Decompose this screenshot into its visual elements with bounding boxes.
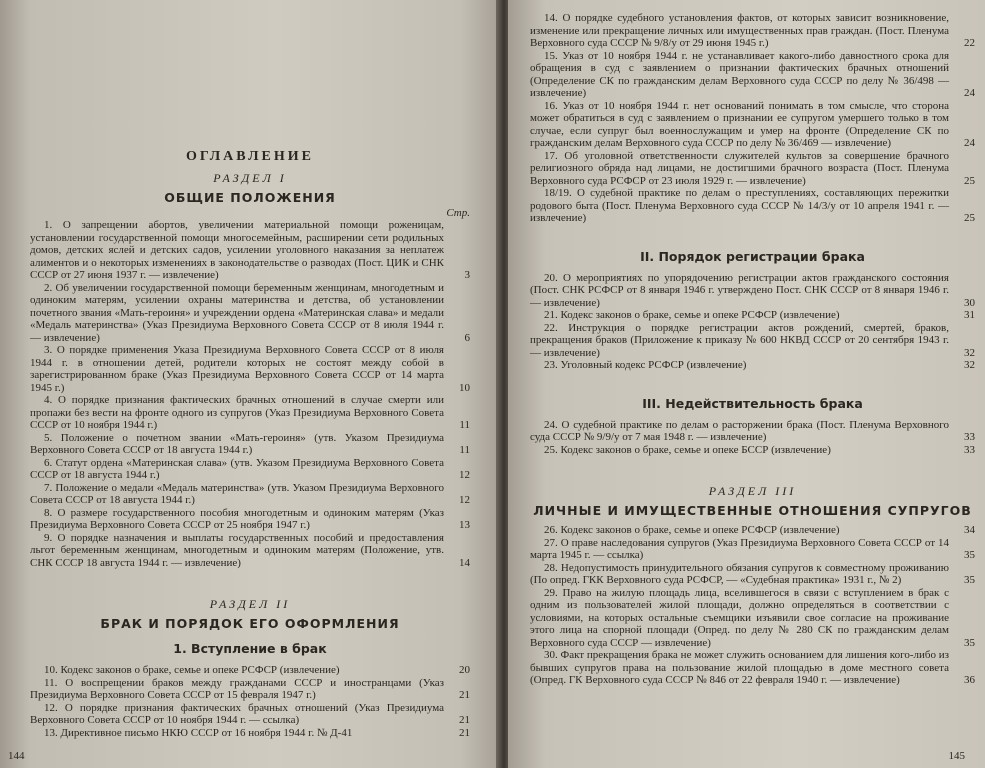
section-1-label: РАЗДЕЛ I — [213, 171, 287, 185]
right-page-number: 145 — [948, 750, 965, 762]
toc-entry-text: 1. О запрещении абортов, увеличении материальной помощи роженицам, установлении государственной помощи многосемейным, расширении сети родильных домов, детских яслей и детских садов, усилении уголовного наказания за неплатеж алиментов и о некоторых изменениях в законодательстве о разводах (Пост. ЦИК и СНК СССР от 27 июня 1937 г. — извлечение) — [30, 219, 444, 281]
section-3-entries — [530, 524, 975, 687]
subsection-2-3-heading: III. Недействительность брака — [642, 395, 863, 411]
toc-entry-text: 7. Положение о медали «Медаль материнства» (утв. Указом Президиума Верховного Совета СССР от 18 августа 1944 г.) — [30, 481, 444, 506]
invalidity-entries — [530, 419, 975, 457]
toc-entry-page: 32 — [964, 359, 975, 371]
toc-entry — [530, 587, 975, 650]
toc-entry-page: 31 — [964, 309, 975, 321]
toc-entry-page: 32 — [964, 346, 975, 359]
toc-entry-text: 12. О порядке признания фактических брачных отношений (Указ Президиума Верховного Совета СССР от 10 ноября 1944 г. — ссылка) — [30, 701, 444, 726]
toc-entry-text: 10. Кодекс законов о браке, семье и опеке РСФСР (извлечение) — [44, 664, 340, 676]
toc-entry-page: 35 — [964, 636, 975, 649]
left-page-number: 144 — [8, 750, 25, 762]
toc-entry — [30, 664, 470, 677]
toc-entry-page: 36 — [964, 674, 975, 686]
toc-entry-text: 21. Кодекс законов о браке, семье и опеке РСФСР (извлечение) — [544, 309, 840, 321]
toc-entry-text: 8. О размере государственного пособия многодетным и одиноким матерям (Указ Президиума Верховного Совета СССР от 25 ноября 1947 г.) — [30, 506, 444, 531]
toc-entry — [30, 727, 470, 740]
toc-entry-page: 6 — [464, 331, 470, 344]
toc-entry-page: 11 — [459, 444, 470, 456]
section-2-label: РАЗДЕЛ II — [209, 597, 291, 611]
toc-entry-page: 21 — [459, 714, 470, 726]
toc-entry-page: 20 — [459, 664, 470, 676]
section-2-heading: БРАК И ПОРЯДОК ЕГО ОФОРМЛЕНИЯ — [100, 616, 400, 631]
toc-entry — [30, 344, 470, 394]
toc-entry — [30, 532, 470, 570]
toc-entry-text: 16. Указ от 10 ноября 1944 г. нет оснований понимать в том смысле, что сторона может обратиться в суд с заявлением о признании ее супругом умершего только в том случае, если супруг был военнослужащим и умер на фронте (Определение СК по гражданским делам Верховного суда СССР по делу № 36/469 — извлечение) — [530, 99, 949, 149]
toc-entry-text: 25. Кодекс законов о браке, семье и опеке БССР (извлечение) — [544, 443, 831, 456]
toc-entry-page: 22 — [964, 37, 975, 49]
toc-entry — [30, 677, 470, 702]
toc-entry-page: 11 — [459, 419, 470, 431]
page-column-label: Стр. — [446, 207, 470, 219]
toc-entry-text: 27. О праве наследования супругов (Указ Президиума Верховного Совета СССР от 14 марта 1945 г. — ссылка) — [530, 536, 949, 561]
toc-entry — [530, 50, 975, 100]
toc-entry-text: 9. О порядке назначения и выплаты государственных пособий и предоставления льгот беременным женщинам, многодетным и одиноким матерям (Положение, утв. СНК СССР 18 августа 1944 г. — извлечение) — [30, 531, 444, 569]
toc-entry-text: 2. Об увеличении государственной помощи беременным женщинам, многодетным и одиноким матерям, усилении охраны материнства и детства, об установлении почетного звания «Мать-героиня» и учреждении ордена «Материнская слава» и медали «Медаль материнства» (Указ Президиума Верховного Совета СССР от 8 июля 1944 г. — извлечение) — [30, 281, 444, 344]
toc-entry-text: 11. О воспрещении браков между гражданами СССР и иностранцами (Указ Президиума Верховного Совета СССР от 15 февраля 1947 г.) — [30, 676, 444, 701]
toc-entry-page: 34 — [964, 524, 975, 536]
toc-entry — [530, 359, 975, 372]
toc-entry — [530, 649, 975, 687]
toc-entry-page: 14 — [459, 556, 470, 569]
toc-entry-page: 12 — [459, 494, 470, 506]
toc-entry — [30, 507, 470, 532]
toc-entry — [530, 524, 975, 537]
toc-entry-page: 35 — [964, 549, 975, 561]
toc-entry-text: 22. Инструкция о порядке регистрации актов рождений, смертей, браков, прекращения браков (Приложение к приказу № 600 НКВД СССР от 20 сентября 1943 г. — извлечение) — [530, 321, 949, 359]
toc-entry-text: 18/19. О судебной практике по делам о преступлениях, составляющих пережитки родового быта (Пост. Пленума Верховного суда СССР № 14/3/у от 10 апреля 1941 г. — извлечение) — [530, 187, 949, 224]
toc-entry-text: 15. Указ от 10 ноября 1944 г. не устанавливает какого-либо давностного срока для обращения в суд с заявлением о признании фактических брачных отношений (Определение СК по гражданским делам Верховного суда СССР по делу № 36/498 — извлечение) — [530, 49, 949, 99]
toc-entry-text: 24. О судебной практике по делам о расторжении брака (Пост. Пленума Верховного суда СССР № 9/9/у от 7 мая 1948 г. — извлечение) — [530, 418, 949, 443]
toc-entry-page: 21 — [459, 726, 470, 739]
toc-entry — [530, 537, 975, 562]
toc-entry — [530, 562, 975, 587]
toc-entry-text: 30. Факт прекращения брака не может служить основанием для лишения кого-либо из бывших супругов права на пользование жилой площадью в доме местного совета (Опред. ГК Верховного суда СССР № 846 от 22 февраля 1940 г. — извлечение) — [530, 649, 949, 686]
toc-entry — [30, 394, 470, 432]
section-3-heading: ЛИЧНЫЕ И ИМУЩЕСТВЕННЫЕ ОТНОШЕНИЯ СУПРУГОВ — [533, 503, 972, 518]
toc-entry-text: 20. О мероприятиях по упорядочению регистрации актов гражданского состояния (Пост. СНК РСФСР от 8 января 1946 г. утверждено Пост. СНК СССР от 8 января 1946 г. — извлечение) — [530, 271, 949, 309]
toc-entry — [30, 702, 470, 727]
toc-entry — [530, 322, 975, 360]
toc-entry-page: 33 — [964, 431, 975, 443]
toc-entry-text: 28. Недопустимость принудительного обязания супругов к совместному проживанию (По опред. ГКК Верховного суда РСФСР, — «Судебная практика» 1931 г., № 2) — [530, 561, 949, 586]
toc-entry-page: 25 — [964, 212, 975, 224]
section-2-entries — [30, 664, 470, 739]
toc-entry — [30, 219, 470, 282]
toc-title: ОГЛАВЛЕНИЕ — [186, 149, 314, 164]
toc-entry — [530, 12, 975, 50]
toc-entry-page: 35 — [964, 574, 975, 586]
toc-entry-text: 23. Уголовный кодекс РСФСР (извлечение) — [544, 359, 747, 371]
toc-entry — [530, 419, 975, 444]
toc-entry — [530, 100, 975, 150]
registration-entries — [530, 272, 975, 372]
toc-entry-page: 24 — [964, 137, 975, 149]
toc-entry — [30, 432, 470, 457]
toc-entry-page: 33 — [964, 443, 975, 456]
toc-entry — [530, 150, 975, 188]
toc-entry-text: 17. Об уголовной ответственности служителей культов за совершение брачного религиозного обряда над лицами, не достигшими брачного возраста (Пост. Пленума Верховного суда РСФСР от 23 июля 1929 г. — извлечение) — [530, 149, 949, 187]
toc-entry-text: 5. Положение о почетном звании «Мать-героиня» (утв. Указом Президиума Верховного Совета СССР от 18 августа 1944 г.) — [30, 431, 444, 456]
toc-entry — [530, 187, 975, 225]
subsection-2-2-heading: II. Порядок регистрации брака — [640, 248, 865, 264]
toc-entry-text: 6. Статут ордена «Материнская слава» (утв. Указом Президиума Верховного Совета СССР от 18 августа 1944 г.) — [30, 456, 444, 481]
toc-entry-page: 25 — [964, 174, 975, 187]
section-2-entries-continued — [530, 12, 975, 225]
right-page — [508, 0, 985, 768]
toc-entry-page: 30 — [964, 296, 975, 309]
toc-entry — [530, 309, 975, 322]
toc-entry-text: 14. О порядке судебного установления фактов, от которых зависит возникновение, изменение или прекращение личных или имущественных прав граждан. (Пост. Пленума Верховного суда СССР № 9/8/у от 29 июня 1945 г.) — [530, 12, 949, 49]
toc-entry-page: 12 — [459, 469, 470, 481]
subsection-2-1-heading: 1. Вступление в брак — [173, 641, 327, 656]
toc-entry — [530, 272, 975, 310]
toc-entry-page: 13 — [459, 519, 470, 531]
toc-entry-text: 3. О порядке применения Указа Президиума Верховного Совета СССР от 8 июля 1944 г. в отношении детей, родители которых не состоят между собой в зарегистрированном браке (Указ Президиума Верховного Совета СССР от 14 марта 1945 г.) — [30, 344, 444, 394]
toc-entry — [30, 457, 470, 482]
toc-entry-text: 4. О порядке признания фактических брачных отношений в случае смерти или пропажи без вести на фронте одного из супругов (Указ Президиума Верховного Совета СССР от 10 ноября 1944 г.) — [30, 394, 444, 431]
toc-entry — [30, 282, 470, 345]
section-3-label: РАЗДЕЛ III — [708, 484, 797, 498]
toc-entry — [530, 444, 975, 457]
section-1-heading: ОБЩИЕ ПОЛОЖЕНИЯ — [164, 190, 336, 205]
toc-entry-text: 26. Кодекс законов о браке, семье и опеке РСФСР (извлечение) — [544, 524, 840, 536]
toc-entry-page: 10 — [459, 381, 470, 394]
toc-entry — [30, 482, 470, 507]
section-1-entries — [30, 219, 470, 569]
toc-entry-page: 21 — [459, 689, 470, 701]
toc-entry-text: 29. Право на жилую площадь лица, вселившегося в связи с вступлением в брак с одним из пользователей жилой площади, должно определяться в соответствии с условиями, на которых остальные съемщики изъявили свое согласие на проживание этого лица на спорной площади (Опред. по делу № 280 СК по гражданским делам Верховного суда СССР — извлечение) — [530, 586, 949, 649]
toc-entry-page: 3 — [464, 269, 470, 281]
toc-entry-text: 13. Директивное письмо НКЮ СССР от 16 ноября 1944 г. № Д-41 — [44, 726, 353, 739]
toc-entry-page: 24 — [964, 87, 975, 99]
